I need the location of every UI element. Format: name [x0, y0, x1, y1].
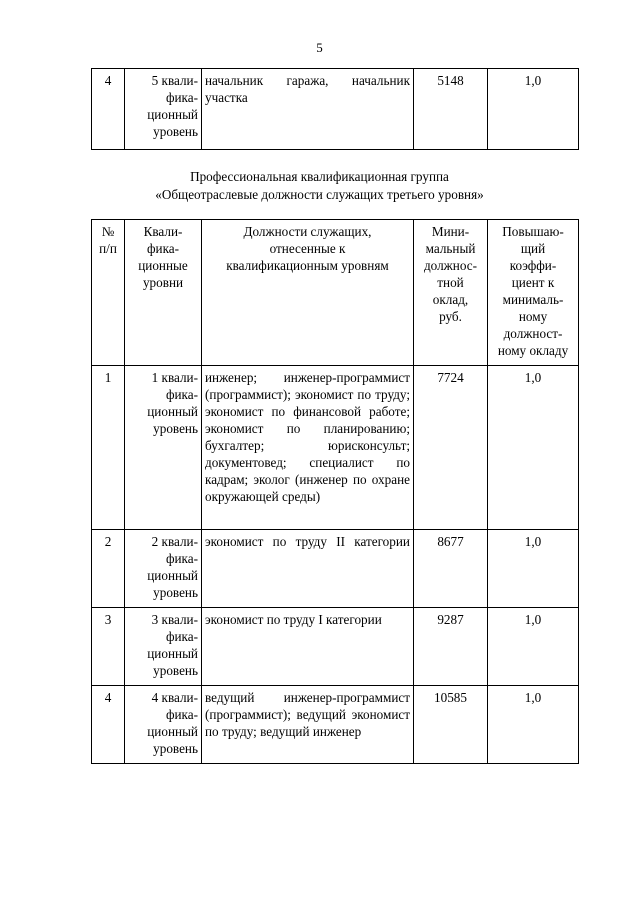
- header-line: оклад,: [432, 292, 469, 307]
- header-line: щий: [520, 241, 546, 256]
- coefficient-cell: 1,0: [488, 530, 579, 608]
- positions-cell: начальник гаража, начальник участка: [202, 69, 414, 150]
- positions-cell: ведущий инженер-программист (программист); ведущий экономист по труду; ведущий инженер: [202, 686, 414, 764]
- header-line: мальный: [425, 241, 476, 256]
- qualification-level: [125, 608, 202, 686]
- header-line: должнос-: [423, 258, 478, 273]
- header-line: должност-: [503, 326, 563, 341]
- group-title: [0, 168, 639, 204]
- header-line: ционные: [138, 258, 188, 273]
- page-number: 5: [316, 40, 323, 55]
- level-line: фика-: [165, 707, 198, 722]
- level-line: фика-: [165, 90, 198, 105]
- header-level: [125, 220, 202, 366]
- level-line: 3 квали-: [151, 612, 198, 627]
- header-line: уровни: [142, 275, 184, 290]
- header-positions: [202, 220, 414, 366]
- coefficient-cell: 1,0: [488, 608, 579, 686]
- header-salary: [414, 220, 488, 366]
- header-line: Должности служащих,: [243, 224, 372, 239]
- coefficient-cell: 1,0: [488, 366, 579, 530]
- salary-cell: 8677: [414, 530, 488, 608]
- header-line: тной: [437, 275, 464, 290]
- level-line: уровень: [153, 585, 198, 600]
- positions-cell: инженер; инженер-программист (программист); экономист по труду; экономист по финансовой работе; экономист по планированию; бухгалтер; юрисконсульт; документовед; специалист по кадрам; эколог (инженер по охране окружающей среды): [202, 366, 414, 530]
- qualification-level: [125, 686, 202, 764]
- level-line: уровень: [153, 663, 198, 678]
- row-number: 3: [92, 608, 125, 686]
- level-line: ционный: [147, 646, 198, 661]
- level-line: фика-: [165, 629, 198, 644]
- qualification-level: [125, 69, 202, 150]
- header-num: [92, 220, 125, 366]
- header-line: отнесенные к: [269, 241, 346, 256]
- table-row: [92, 530, 579, 608]
- level-line: уровень: [153, 124, 198, 139]
- header-line: коэффи-: [509, 258, 557, 273]
- header-line: руб.: [439, 309, 462, 324]
- row-number: 4: [92, 69, 125, 150]
- table-row: [92, 366, 579, 530]
- salary-cell: 7724: [414, 366, 488, 530]
- salary-cell: 10585: [414, 686, 488, 764]
- header-line: Повышаю-: [502, 224, 564, 239]
- level-line: уровень: [153, 421, 198, 436]
- header-line: циент к: [511, 275, 555, 290]
- group-title-line: Профессиональная квалификационная группа: [190, 169, 449, 184]
- level-line: фика-: [165, 551, 198, 566]
- level-line: ционный: [147, 404, 198, 419]
- qualification-level: [125, 530, 202, 608]
- salary-cell: 9287: [414, 608, 488, 686]
- salary-cell: 5148: [414, 69, 488, 150]
- row-number: 1: [92, 366, 125, 530]
- positions-cell: экономист по труду II категории: [202, 530, 414, 608]
- level-line: 1 квали-: [151, 370, 198, 385]
- level-line: 4 квали-: [151, 690, 198, 705]
- header-line: п/п: [99, 241, 117, 256]
- level-line: ционный: [147, 568, 198, 583]
- table-row: [92, 608, 579, 686]
- header-line: ному окладу: [497, 343, 569, 358]
- header-line: Мини-: [431, 224, 470, 239]
- header-line: фика-: [146, 241, 180, 256]
- level-line: уровень: [153, 741, 198, 756]
- table-row: [92, 686, 579, 764]
- level-line: ционный: [147, 724, 198, 739]
- positions-cell: экономист по труду I категории: [202, 608, 414, 686]
- header-line: №: [101, 224, 115, 239]
- qualification-level: [125, 366, 202, 530]
- header-line: ному: [518, 309, 548, 324]
- top-table: [91, 68, 579, 150]
- group-title-line: «Общеотраслевые должности служащих третьего уровня»: [155, 187, 484, 202]
- header-coefficient: [488, 220, 579, 366]
- header-line: Квали-: [143, 224, 183, 239]
- row-number: 2: [92, 530, 125, 608]
- coefficient-cell: 1,0: [488, 69, 579, 150]
- level-line: 2 квали-: [151, 534, 198, 549]
- level-line: 5 квали-: [151, 73, 198, 88]
- header-line: квалификационным уровням: [226, 258, 389, 273]
- header-line: минималь-: [502, 292, 564, 307]
- coefficient-cell: 1,0: [488, 686, 579, 764]
- header-row: [92, 220, 579, 366]
- level-line: ционный: [147, 107, 198, 122]
- table-row: [92, 69, 579, 150]
- qualification-table: [91, 219, 579, 764]
- level-line: фика-: [165, 387, 198, 402]
- row-number: 4: [92, 686, 125, 764]
